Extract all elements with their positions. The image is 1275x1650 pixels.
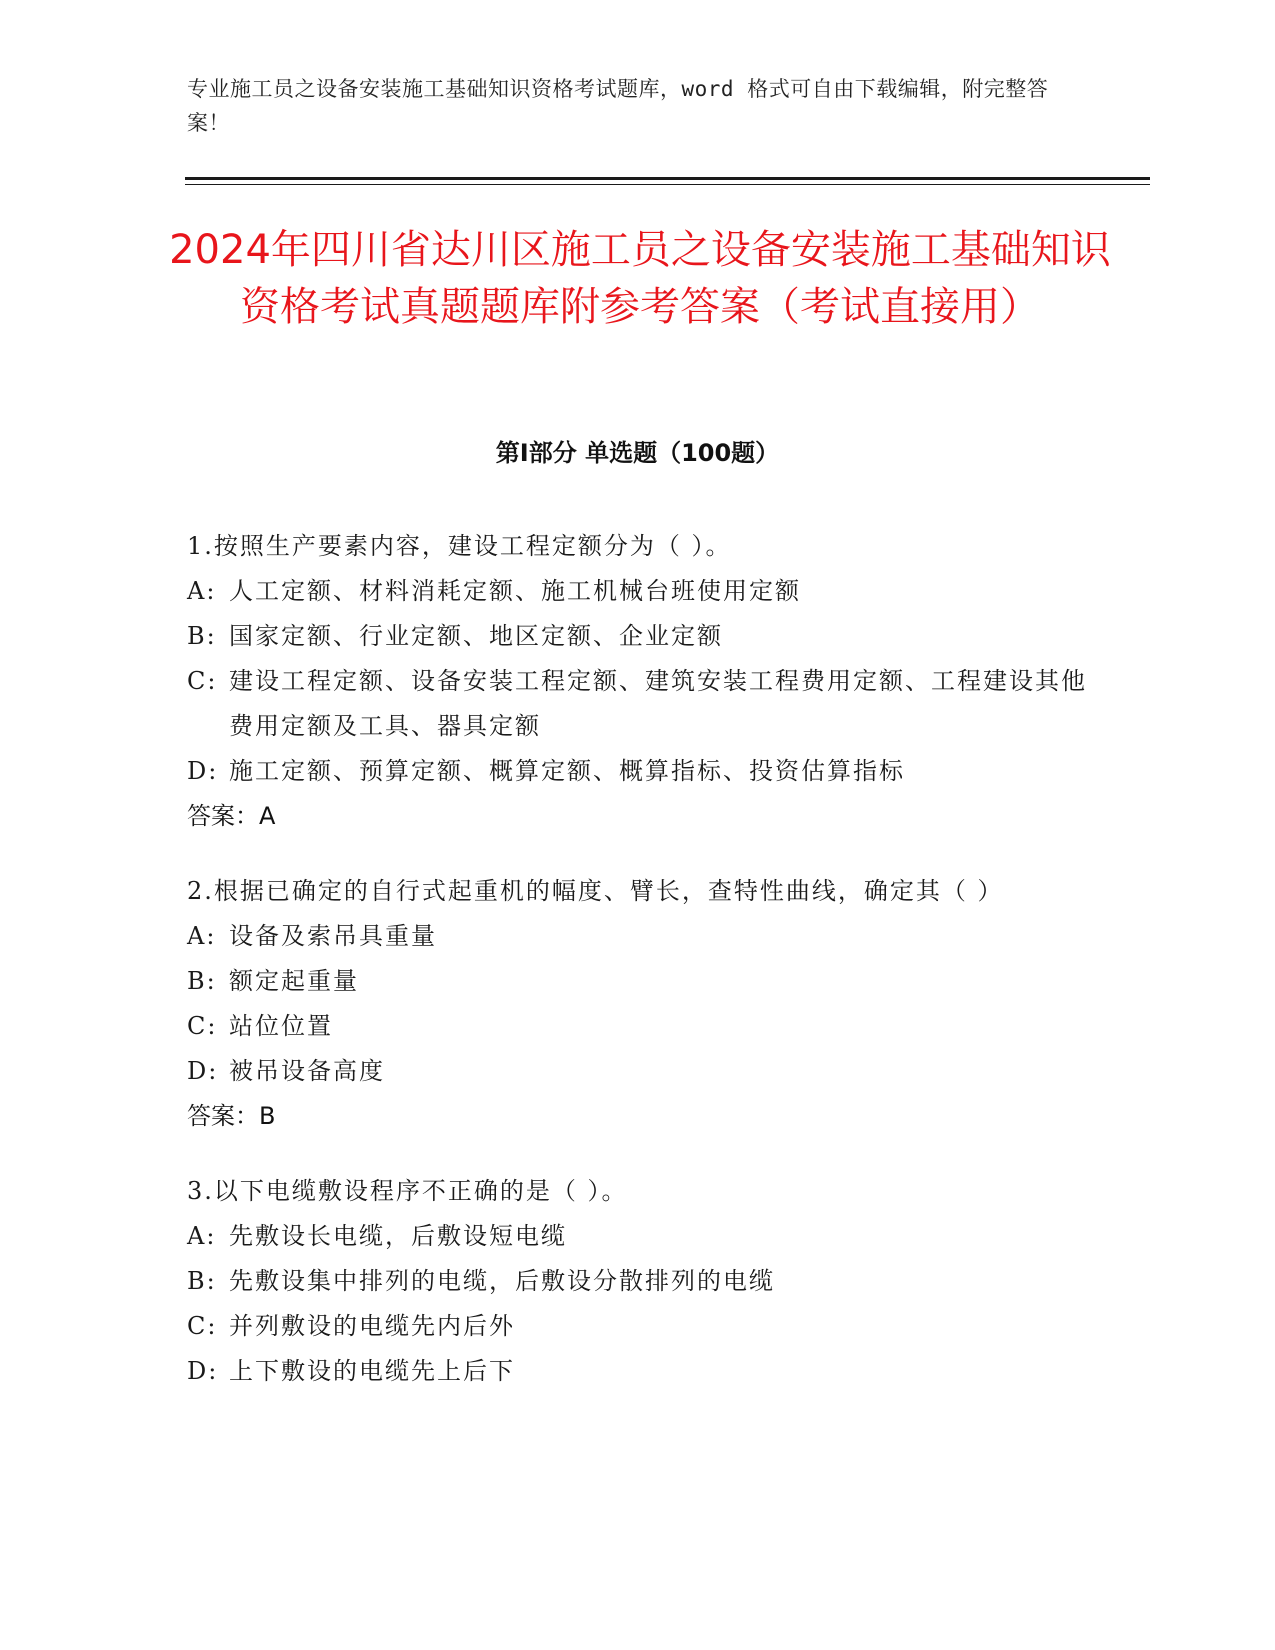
option-text: 人工定额、材料消耗定额、施工机械台班使用定额 xyxy=(229,577,801,605)
option-key: C: xyxy=(187,1012,218,1040)
option-d xyxy=(187,1049,1087,1094)
option-key: C: xyxy=(187,667,218,695)
section-title: 第Ⅰ部分 单选题（100题） xyxy=(495,439,780,467)
option-text: 先敷设长电缆，后敷设短电缆 xyxy=(229,1222,567,1250)
question-list xyxy=(187,524,1087,1424)
option-text: 并列敷设的电缆先内后外 xyxy=(229,1312,515,1340)
option-c xyxy=(187,1004,1087,1049)
option-key: D: xyxy=(187,1357,219,1385)
option-a xyxy=(187,914,1087,959)
option-b xyxy=(187,1259,1087,1304)
option-c xyxy=(187,1304,1087,1349)
option-key: D: xyxy=(187,757,219,785)
option-text: 建设工程定额、设备安装工程定额、建筑安装工程费用定额、工程建设其他费用定额及工具、器具定额 xyxy=(229,667,1087,740)
option-key: A: xyxy=(187,577,217,605)
question-stem: 2.根据已确定的自行式起重机的幅度、臂长，查特性曲线，确定其（ ） xyxy=(187,877,1004,905)
option-text: 先敷设集中排列的电缆，后敷设分散排列的电缆 xyxy=(229,1267,775,1295)
answer-label: 答案：B xyxy=(187,1102,276,1130)
question-stem: 3.以下电缆敷设程序不正确的是（ ）。 xyxy=(187,1177,628,1205)
header-note: 专业施工员之设备安装施工基础知识资格考试题库，word 格式可自由下载编辑，附完整答案！ xyxy=(187,77,1049,135)
header-divider-thin xyxy=(185,184,1150,185)
option-key: B: xyxy=(187,967,217,995)
option-b xyxy=(187,614,1087,659)
option-key: A: xyxy=(187,1222,217,1250)
option-text: 设备及索吊具重量 xyxy=(229,922,437,950)
option-text: 额定起重量 xyxy=(229,967,359,995)
question-1 xyxy=(187,524,1087,839)
option-d xyxy=(187,1349,1087,1394)
option-a xyxy=(187,569,1087,614)
option-b xyxy=(187,959,1087,1004)
document-title: 2024年四川省达川区施工员之设备安装施工基础知识资格考试真题题库附参考答案（考试直接用） xyxy=(169,227,1111,330)
option-c xyxy=(187,659,1087,749)
option-key: B: xyxy=(187,622,217,650)
option-key: B: xyxy=(187,1267,217,1295)
option-key: D: xyxy=(187,1057,219,1085)
option-key: C: xyxy=(187,1312,218,1340)
option-text: 被吊设备高度 xyxy=(229,1057,385,1085)
header-divider-thick xyxy=(185,177,1150,180)
question-3 xyxy=(187,1169,1087,1394)
option-a xyxy=(187,1214,1087,1259)
question-stem: 1.按照生产要素内容，建设工程定额分为（ ）。 xyxy=(187,532,732,560)
option-key: A: xyxy=(187,922,217,950)
answer-label: 答案：A xyxy=(187,802,276,830)
option-text: 站位位置 xyxy=(229,1012,333,1040)
option-text: 上下敷设的电缆先上后下 xyxy=(229,1357,515,1385)
option-text: 施工定额、预算定额、概算定额、概算指标、投资估算指标 xyxy=(229,757,905,785)
question-2 xyxy=(187,869,1087,1139)
option-d xyxy=(187,749,1087,794)
option-text: 国家定额、行业定额、地区定额、企业定额 xyxy=(229,622,723,650)
